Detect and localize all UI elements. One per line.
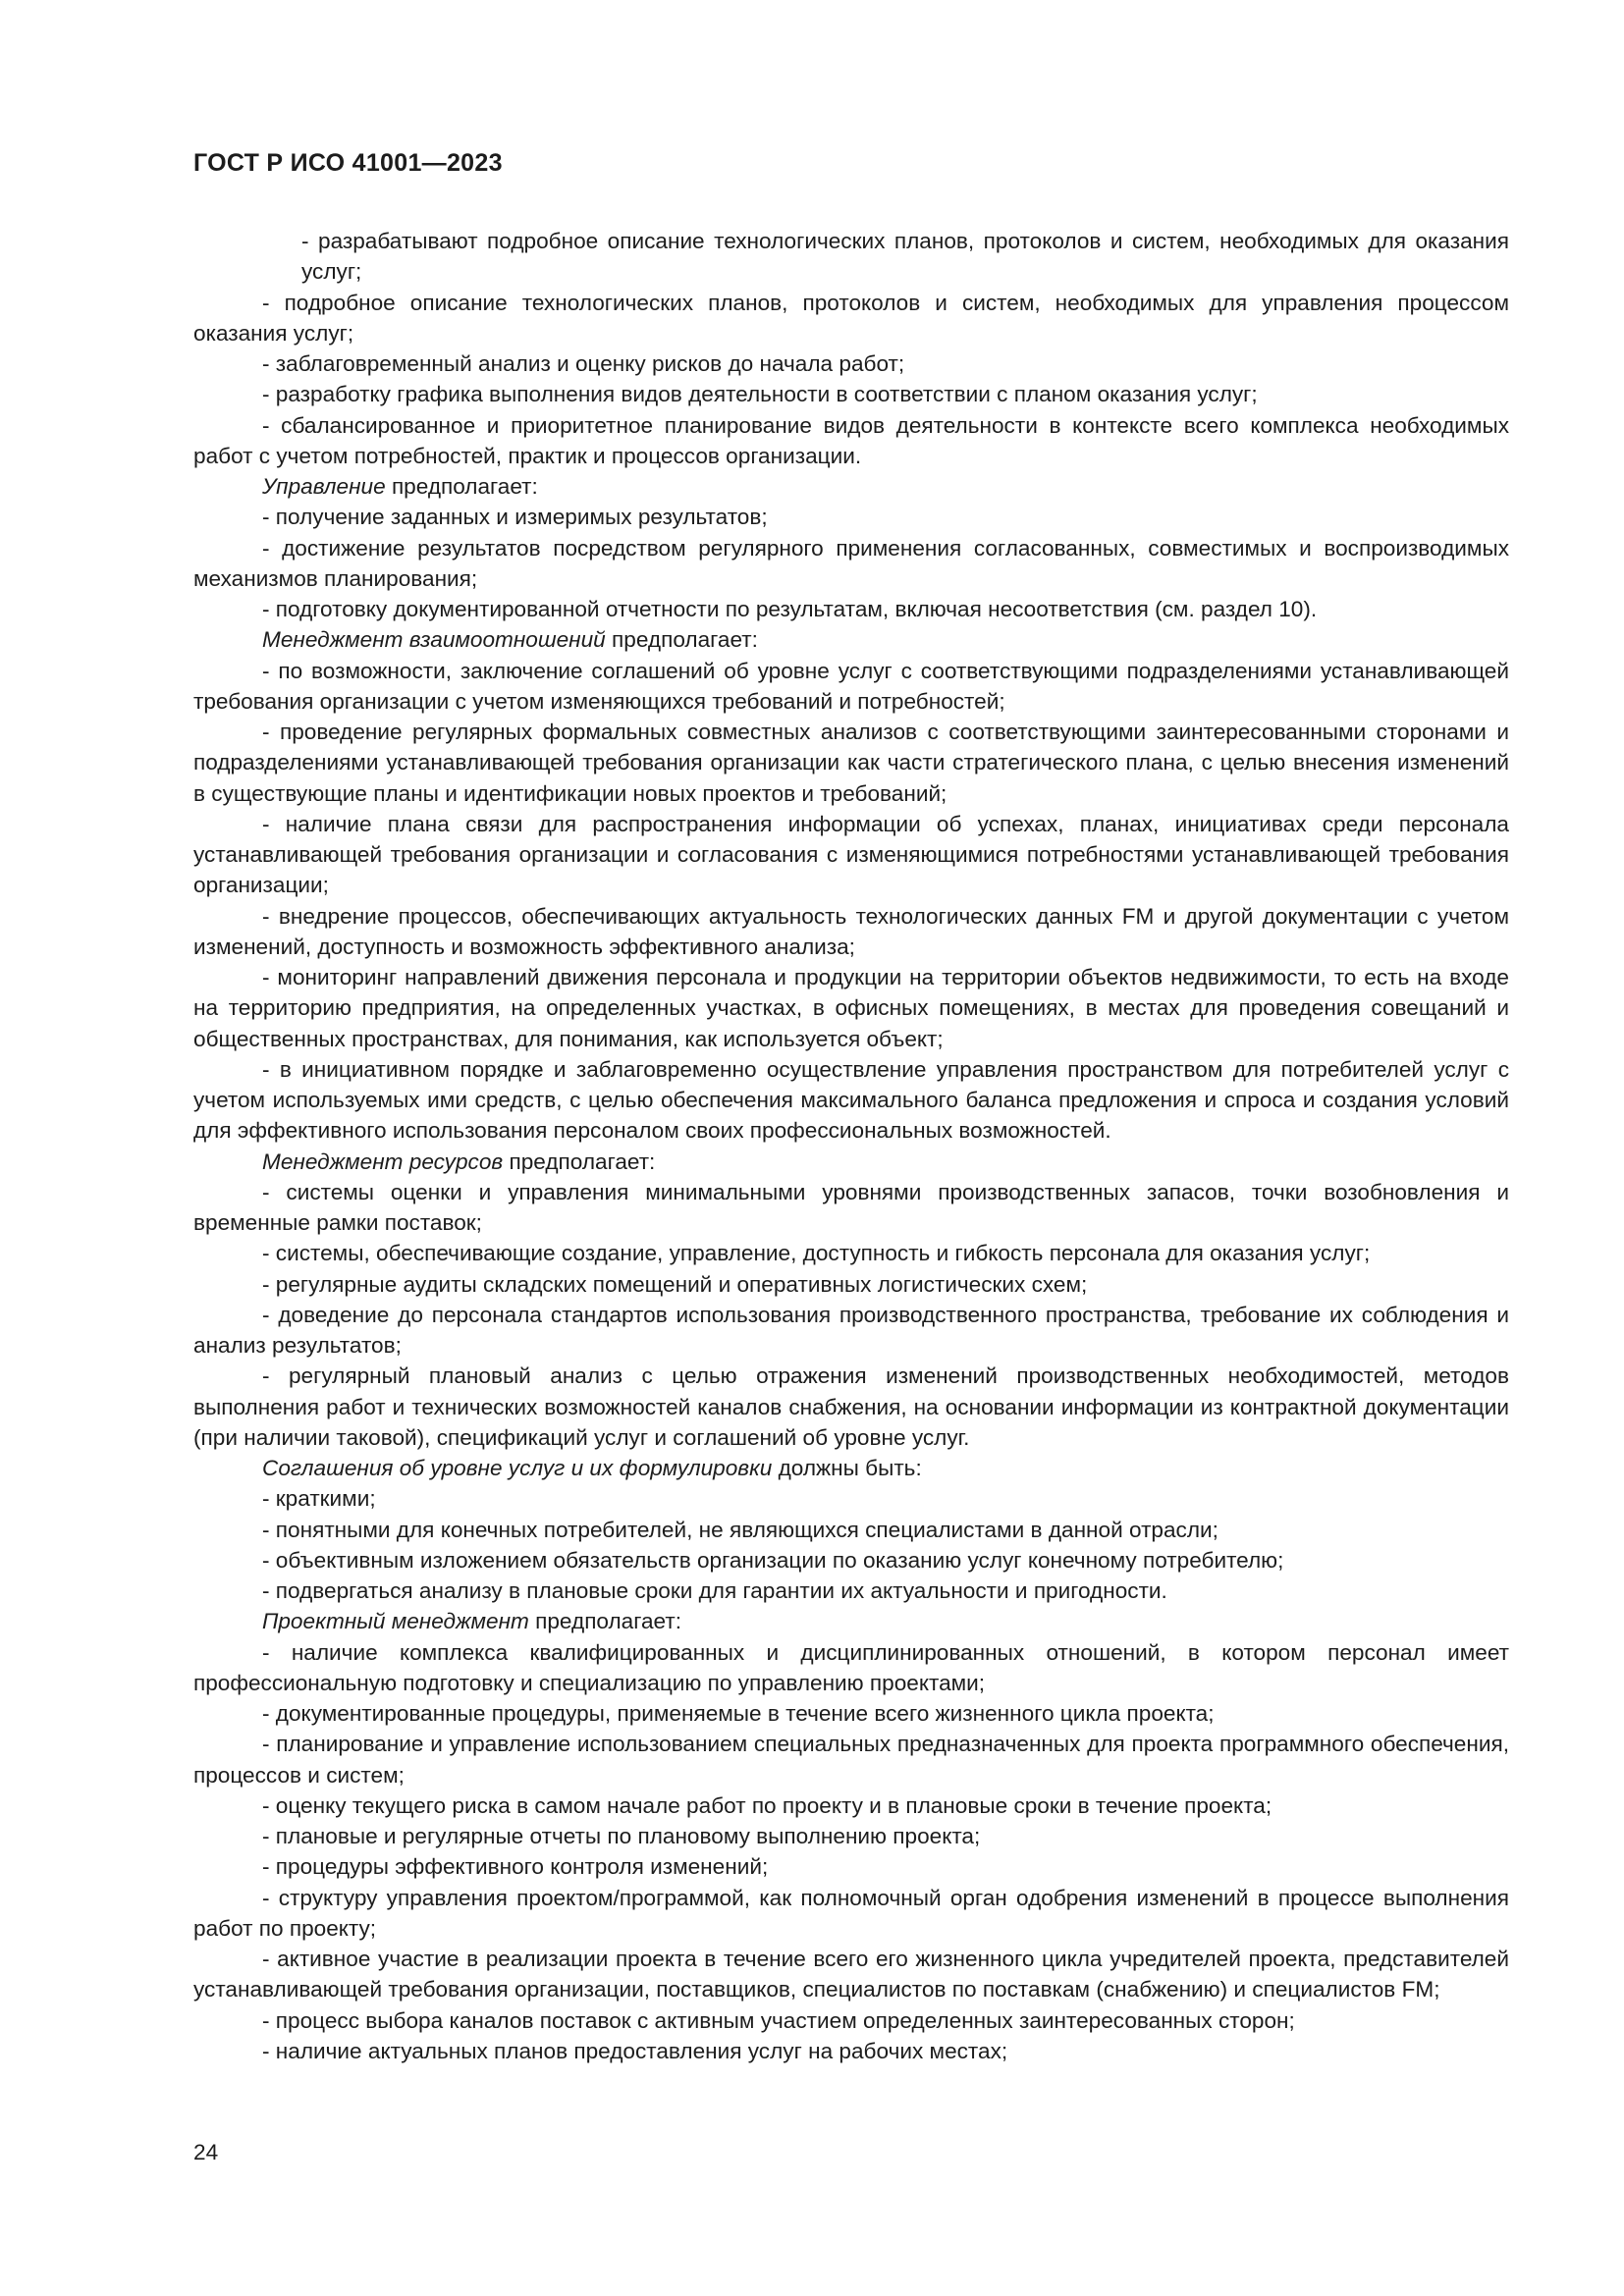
list-item: - оценку текущего риска в самом начале работ по проекту и в плановые сроки в течение проекта;	[262, 1792, 1272, 1818]
section-lead-text: предполагает:	[605, 627, 758, 653]
list-item: - разрабатывают подробное описание технологических планов, протоколов и систем, необходимых для оказания услуг;	[301, 229, 1509, 285]
section-term: Управление	[262, 474, 386, 499]
list-item: - разработку графика выполнения видов деятельности в соответствии с планом оказания услуг;	[262, 382, 1258, 407]
list-item: - системы оценки и управления минимальными уровнями производственных запасов, точки возобновления и временные рамки поставок;	[193, 1179, 1509, 1235]
section-term: Менеджмент ресурсов	[262, 1148, 504, 1174]
section-lead	[193, 624, 1509, 655]
list-item: - сбалансированное и приоритетное планирование видов деятельности в контексте всего комплекса необходимых работ с учетом потребностей, практик и процессов организации.	[193, 412, 1509, 468]
list-item: - доведение до персонала стандартов использования производственного пространства, требование их соблюдения и анализ результатов;	[193, 1302, 1509, 1358]
list-item: - регулярный плановый анализ с целью отражения изменений производственных необходимостей, методов выполнения работ и технических возможностей каналов снабжения, на основании информации из контрактной документации (при наличии таковой), спецификаций услуг и соглашений об уровне услуг.	[193, 1363, 1509, 1450]
section-lead	[193, 1453, 1509, 1483]
section-lead-text: должны быть:	[772, 1456, 922, 1480]
list-item: - плановые и регулярные отчеты по плановому выполнению проекта;	[262, 1824, 981, 1848]
list-item: - наличие комплекса квалифицированных и дисциплинированных отношений, в котором персонал имеет профессиональную подготовку и специализацию по управлению проектами;	[193, 1639, 1509, 1695]
section-lead	[193, 1606, 1509, 1636]
section-lead-text: предполагает:	[503, 1148, 656, 1174]
list-item: - подготовку документированной отчетности по результатам, включая несоответствия (см. раздел 10).	[262, 597, 1318, 621]
list-item: - краткими;	[262, 1486, 376, 1512]
list-item: - мониторинг направлений движения персонала и продукции на территории объектов недвижимости, то есть на входе на территорию предприятия, на определенных участках, в офисных помещениях, в местах для проведения совещаний и общественных пространствах, для понимания, как используется объект;	[193, 965, 1509, 1051]
list-item: - понятными для конечных потребителей, не являющихся специалистами в данной отрасли;	[262, 1517, 1218, 1542]
list-item: - подвергаться анализу в плановые сроки для гарантии их актуальности и пригодности.	[262, 1578, 1167, 1603]
list-item: - по возможности, заключение соглашений об уровне услуг с соответствующими подразделениями устанавливающей требования организации с учетом изменяющихся требований и потребностей;	[193, 658, 1509, 714]
list-item: - наличие актуальных планов предоставления услуг на рабочих местах;	[262, 2038, 1008, 2063]
list-item: - документированные процедуры, применяемые в течение всего жизненного цикла проекта;	[262, 1701, 1215, 1726]
list-item: - структуру управления проектом/программой, как полномочный орган одобрения изменений в процессе выполнения работ по проекту;	[193, 1885, 1509, 1941]
list-item: - активное участие в реализации проекта в течение всего его жизненного цикла учредителей проекта, представителей устанавливающей требования организации, поставщиков, специалистов по поставкам (снабжению) и специалистов FM;	[193, 1947, 1509, 2002]
section-lead	[193, 471, 1509, 502]
section-term: Проектный менеджмент	[262, 1609, 529, 1634]
list-item: - планирование и управление использованием специальных предназначенных для проекта программного обеспечения, процессов и систем;	[193, 1732, 1509, 1788]
body-text	[193, 226, 1509, 2066]
list-item: - объективным изложением обязательств организации по оказанию услуг конечному потребителю;	[262, 1547, 1284, 1573]
page-number: 24	[193, 2140, 219, 2164]
list-item: - проведение регулярных формальных совместных анализов с соответствующими заинтересованными сторонами и подразделениями устанавливающей требования организации как части стратегического плана, с целью внесения изменений в существующие планы и идентификации новых проектов и требований;	[193, 720, 1509, 806]
list-item: - внедрение процессов, обеспечивающих актуальность технологических данных FM и другой документации с учетом изменений, доступность и возможность эффективного анализа;	[193, 903, 1509, 959]
section-lead-text: предполагает:	[385, 474, 538, 499]
section-lead	[193, 1147, 1509, 1177]
section-term: Соглашения об уровне услуг и их формулировки	[262, 1456, 773, 1480]
list-item: - процесс выбора каналов поставок с активным участием определенных заинтересованных сторон;	[262, 2007, 1295, 2033]
list-item: - регулярные аудиты складских помещений и оперативных логистических схем;	[262, 1271, 1088, 1297]
list-item: - получение заданных и измеримых результатов;	[262, 505, 768, 530]
list-item: - наличие плана связи для распространения информации об успехах, планах, инициативах среди персонала устанавливающей требования организации и согласования с изменяющимися потребностями устанавливающей требования организации;	[193, 811, 1509, 898]
list-item: - подробное описание технологических планов, протоколов и систем, необходимых для управления процессом оказания услуг;	[193, 290, 1509, 346]
list-item: - достижение результатов посредством регулярного применения согласованных, совместимых и воспроизводимых механизмов планирования;	[193, 535, 1509, 591]
document-header: ГОСТ Р ИСО 41001—2023	[193, 149, 503, 177]
section-lead-text: предполагает:	[528, 1609, 681, 1634]
list-item: - процедуры эффективного контроля изменений;	[262, 1854, 769, 1880]
list-item: - системы, обеспечивающие создание, управление, доступность и гибкость персонала для оказания услуг;	[262, 1241, 1371, 1266]
list-item: - заблаговременный анализ и оценку рисков до начала работ;	[262, 351, 905, 376]
list-item: - в инициативном порядке и заблаговременно осуществление управления пространством для потребителей услуг с учетом используемых ими средств, с целью обеспечения максимального баланса предложения и спроса и создания условий для эффективного использования персоналом своих профессиональных возможностей.	[193, 1056, 1509, 1144]
section-term: Менеджмент взаимоотношений	[262, 627, 606, 653]
